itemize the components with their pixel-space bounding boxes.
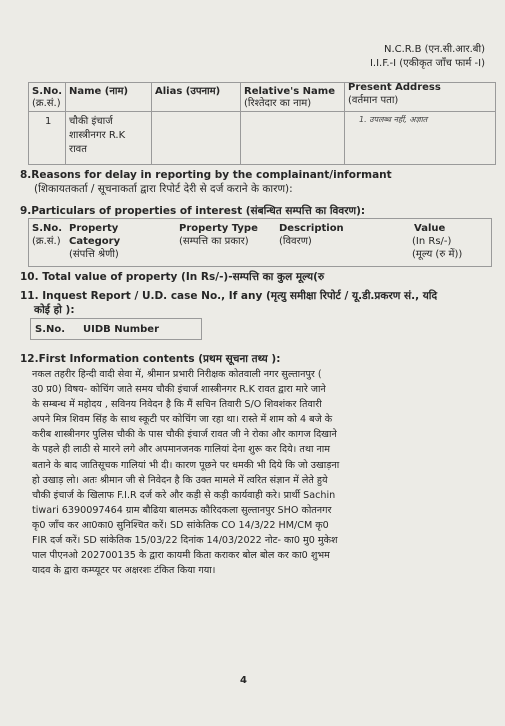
section-8-title: 8.Reasons for delay in reporting by the complainant/informant xyxy=(20,169,392,181)
fir-line: अपने मित्र शिवम सिंह के साथ स्कूटी पर कोचिंग जा रहा था। रास्ते में शाम को 4 बजे के xyxy=(32,414,333,426)
fir-line: नकल तहरीर हिन्दी वादी सेवा में, श्रीमान प्रभारी निरीक्षक कोतवाली नगर सुल्तानपुर ( xyxy=(32,369,322,380)
col-header-address: Present Address xyxy=(348,82,441,93)
page-number: 4 xyxy=(240,675,247,686)
fir-line: हो उखाड़ लो। अतः श्रीमान जी से निवेदन है कि उक्त मामले में त्वरित संज्ञान में लेते हुये xyxy=(32,474,328,486)
property-table xyxy=(28,218,492,267)
accused-address-note: 1. उपलब्ध नहीं, अज्ञात xyxy=(359,115,428,124)
fir-line: tiwari 6390097464 ग्राम बौढिया बालमऊ कौरिदकला सुल्तानपुर SHO कोतनगर xyxy=(32,504,332,516)
accused-name-line3: रावत xyxy=(69,144,87,155)
col-header-relative-hi: (रिश्तेदार का नाम) xyxy=(244,98,312,109)
prop-col-value: Value xyxy=(414,223,446,234)
prop-col-category: Category xyxy=(69,236,121,247)
col-header-sno: S.No. xyxy=(32,86,63,97)
uidb-table xyxy=(30,318,202,340)
prop-col-value-hi: (मूल्य (रु में)) xyxy=(412,249,463,260)
prop-col-type: Property Type xyxy=(179,223,258,234)
section-9-title: 9.Particulars of properties of interest (संबन्धित सम्पत्ति का विवरण): xyxy=(20,205,366,217)
fir-line: के पहले ही लाठी से मारने लगे और अपमानजनक गालियां देना शुरू कर दिये। तथा नाम xyxy=(32,444,331,456)
section-12-title: 12.First Information contents (प्रथम सूचना तथ्य ): xyxy=(20,353,281,365)
fir-line: यादव के द्वारा कम्प्यूटर पर अक्षरशः टंकित किया गया। xyxy=(32,565,216,577)
prop-col-category-hi: (संपत्ति श्रेणी) xyxy=(69,249,119,260)
fir-line: चौकी इंचार्ज के खिलाफ F.I.R दर्ज करे और कड़ी से कड़ी कार्यवाही करे। प्रार्थी Sachin xyxy=(32,489,336,501)
accused-sno: 1 xyxy=(45,116,52,127)
fir-contents xyxy=(32,367,490,578)
prop-col-description-hi: (विवरण) xyxy=(279,236,312,247)
fir-line: बताने के बाद जातिसूचक गालियां भी दी। कारण पूछने पर धमकी भी दिये कि जो उखाड़ना xyxy=(32,459,340,471)
uidb-col-number: UIDB Number xyxy=(83,324,160,335)
fir-line: कृ0 जाँच कर आ0का0 सुनिश्चित करें। SD सांकेतिक CO 14/3/22 HM/CM कृ0 xyxy=(32,519,329,531)
accused-name-line1: चौकी इंचार्ज xyxy=(69,116,113,127)
uidb-col-sno: S.No. xyxy=(35,324,66,335)
fir-line: के सम्बन्ध में महोदय , सविनय निवेदन है कि मैं सचिन तिवारी S/O शिवशंकर तिवारी xyxy=(32,399,322,411)
fir-line: उ0 प्र0) विषय- कोचिंग जाते समय चौकी इंचार्ज शास्त्रीनगर R.K रावत द्वारा मारे जाने xyxy=(32,384,326,396)
section-10-title: 10. Total value of property (In Rs/-)-सम्पत्ति का कुल मूल्य(रु xyxy=(20,271,325,283)
section-11-title: 11. Inquest Report / U.D. case No., If any (मृत्यु समीक्षा रिपोर्ट / यू.डी.प्रकरण सं., यदि xyxy=(20,290,438,302)
form-code-iif: I.I.F.-I (एकीकृत जाँच फार्म -I) xyxy=(369,58,485,69)
col-header-name: Name (नाम) xyxy=(69,86,129,97)
col-header-relative: Relative's Name xyxy=(244,86,335,97)
fir-line: करीब शास्त्रीनगर पुलिस चौकी के पास चौकी इंचार्ज रावत जी ने रोका और कागज दिखाने xyxy=(32,429,337,441)
prop-col-property: Property xyxy=(69,223,119,234)
col-header-address-hi: (वर्तमान पता) xyxy=(348,95,399,106)
form-code-ncrb: N.C.R.B (एन.सी.आर.बी) xyxy=(383,44,485,55)
col-header-alias: Alias (उपनाम) xyxy=(155,86,221,97)
fir-line: FIR दर्ज करें। SD सांकेतिक 15/03/22 दिनांक 14/03/2022 नोट- का0 मु0 मुकेश xyxy=(32,535,338,547)
col-header-sno-hi: (क्र.सं.) xyxy=(32,98,61,109)
prop-col-description: Description xyxy=(279,223,344,234)
fir-line: पाल पीएनओ 202700135 के द्वारा कायमी किता कराकर बोल बोल कर का0 शुभम xyxy=(32,550,330,562)
prop-col-type-hi: (सम्पत्ति का प्रकार) xyxy=(179,236,249,247)
accused-table xyxy=(28,82,496,165)
prop-col-sno: S.No. xyxy=(32,223,63,234)
section-11-title-cont: कोई हो ): xyxy=(34,304,75,316)
prop-col-value-unit: (In Rs/-) xyxy=(412,236,452,247)
prop-col-sno-hi: (क्र.सं.) xyxy=(32,236,61,247)
section-8-title-hi: (शिकायतकर्ता / सूचनाकर्ता द्वारा रिपोर्ट देरी से दर्ज कराने के कारण): xyxy=(34,183,293,195)
accused-name-line2: शास्त्रीनगर R.K xyxy=(69,130,126,141)
